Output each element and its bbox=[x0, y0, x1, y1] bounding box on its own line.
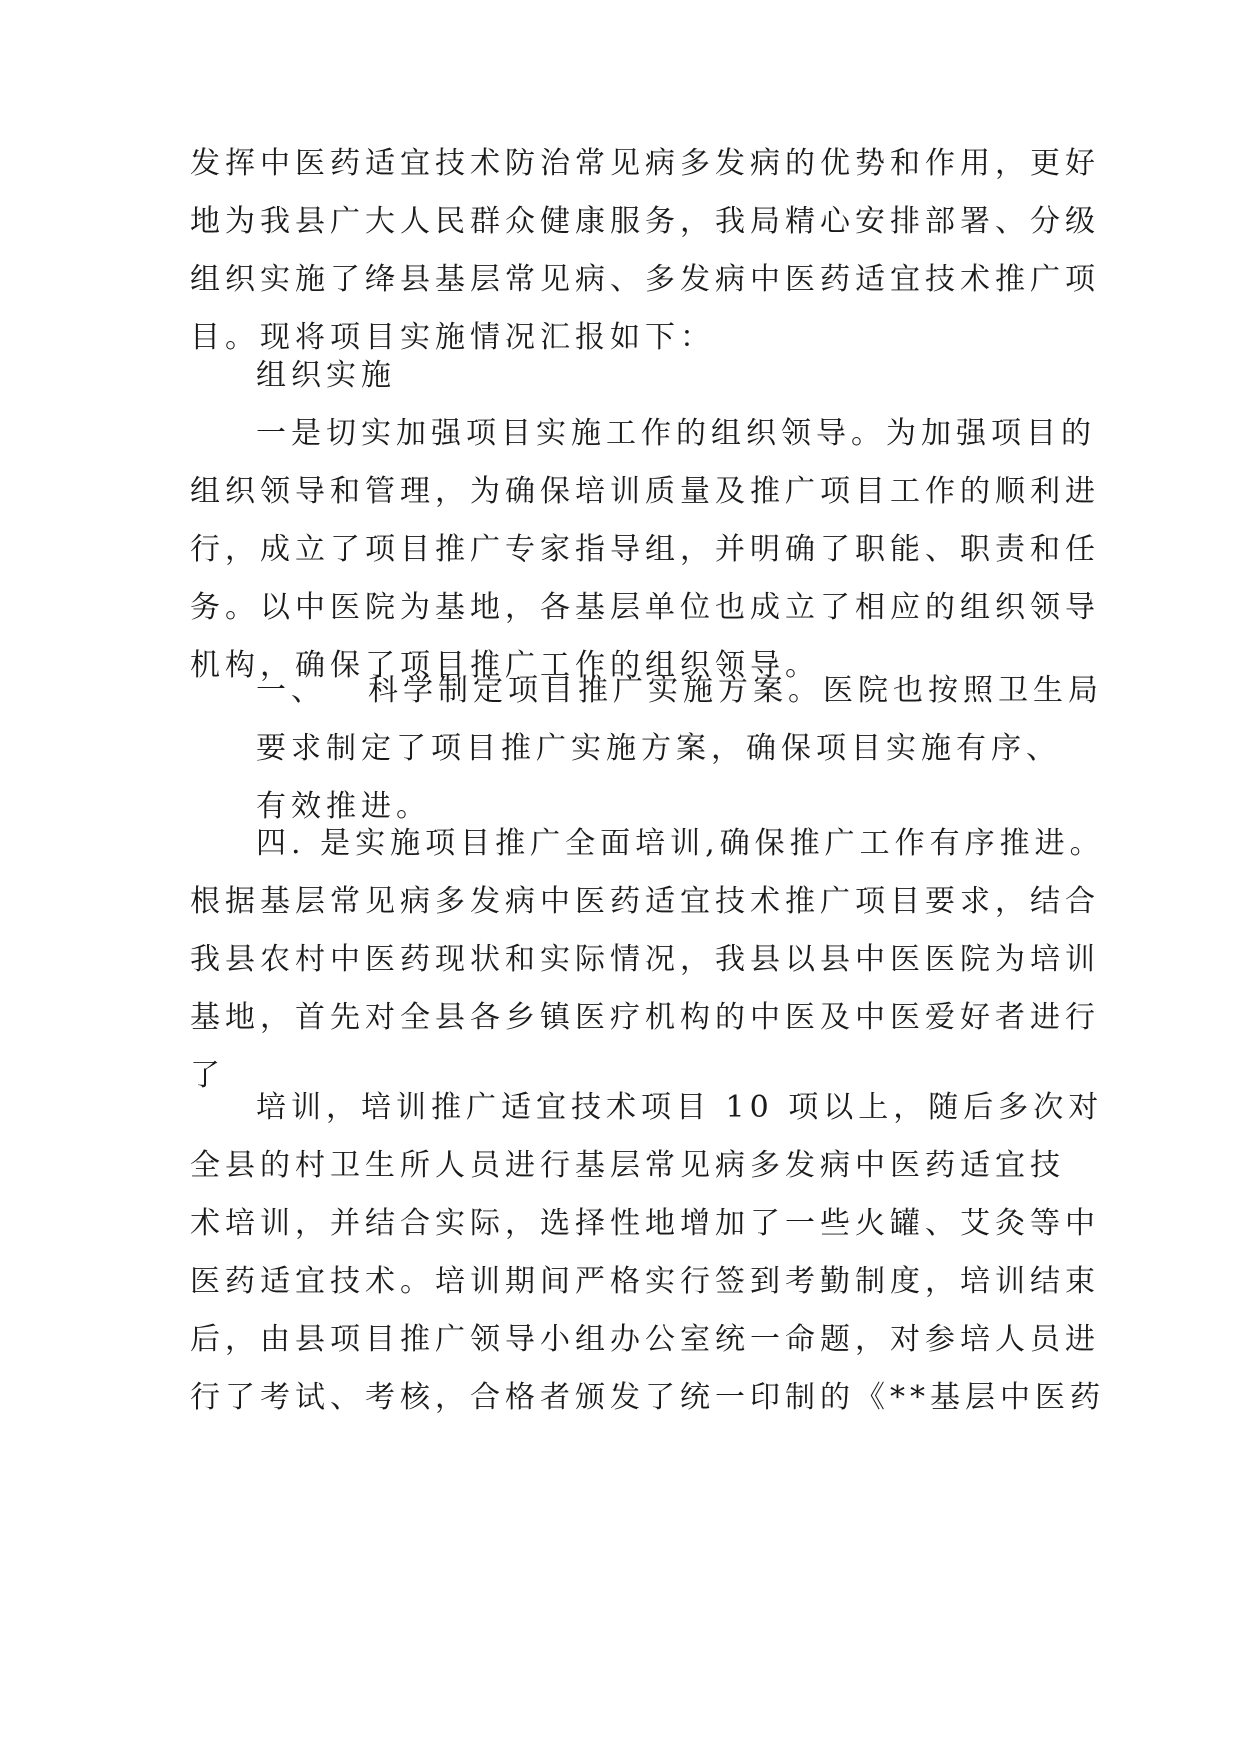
text-line: 机构，确保了项目推广工作的组织领导。 bbox=[190, 648, 820, 683]
text-line: 后，由县项目推广领导小组办公室统一命题，对参培人员进 bbox=[190, 1322, 1100, 1357]
text-line: 四. 是实施项目推广全面培训,确保推广工作有序推进。 bbox=[256, 826, 1105, 861]
paragraph-training-details bbox=[190, 1079, 1105, 1427]
text-line: 术培训，并结合实际，选择性地增加了一些火罐、艾灸等中 bbox=[190, 1206, 1100, 1241]
text-line: 发挥中医药适宜技术防治常见病多发病的优势和作用，更好 bbox=[190, 146, 1100, 181]
text-line bbox=[190, 662, 1103, 720]
text-line: 行了考试、考核，合格者颁发了统一印制的《**基层中医药 bbox=[190, 1380, 1105, 1415]
text-line: 组织实施了绛县基层常见病、多发病中医药适宜技术推广项 bbox=[190, 262, 1100, 297]
text-line: 要求制定了项目推广实施方案，确保项目实施有序、 bbox=[256, 731, 1061, 766]
list-item-plan bbox=[190, 662, 1103, 836]
paragraph-organization bbox=[190, 405, 1100, 695]
paragraph-intro bbox=[190, 135, 1100, 367]
text-line: 一是切实加强项目实施工作的组织领导。为加强项目的 bbox=[256, 416, 1096, 451]
text-line: 了 bbox=[190, 1058, 225, 1093]
text-line: 行，成立了项目推广专家指导组，并明确了职能、职责和任 bbox=[190, 532, 1100, 567]
text-line: 目。现将项目实施情况汇报如下： bbox=[190, 320, 715, 355]
section-heading bbox=[190, 347, 1060, 405]
list-marker: 一、 bbox=[256, 673, 326, 708]
text-line: 我县农村中医药现状和实际情况，我县以县中医医院为培训 bbox=[190, 942, 1100, 977]
text-line: 培训，培训推广适宜技术项目 10 项以上，随后多次对 bbox=[256, 1090, 1104, 1125]
paragraph-training bbox=[190, 815, 1105, 1105]
text-line: 根据基层常见病多发病中医药适宜技术推广项目要求，结合 bbox=[190, 884, 1100, 919]
list-text: 科学制定项目推广实施方案。医院也按照卫生局 bbox=[368, 673, 1103, 708]
text-line: 地为我县广大人民群众健康服务，我局精心安排部署、分级 bbox=[190, 204, 1100, 239]
text-line: 组织领导和管理，为确保培训质量及推广项目工作的顺利进 bbox=[190, 474, 1100, 509]
text-line: 务。以中医院为基地，各基层单位也成立了相应的组织领导 bbox=[190, 590, 1100, 625]
heading-text: 组织实施 bbox=[256, 358, 396, 393]
text-line: 基地，首先对全县各乡镇医疗机构的中医及中医爱好者进行 bbox=[190, 1000, 1100, 1035]
text-line: 全县的村卫生所人员进行基层常见病多发病中医药适宜技 bbox=[190, 1148, 1065, 1183]
text-line: 医药适宜技术。培训期间严格实行签到考勤制度，培训结束 bbox=[190, 1264, 1100, 1299]
text-line: 有效推进。 bbox=[256, 789, 431, 824]
